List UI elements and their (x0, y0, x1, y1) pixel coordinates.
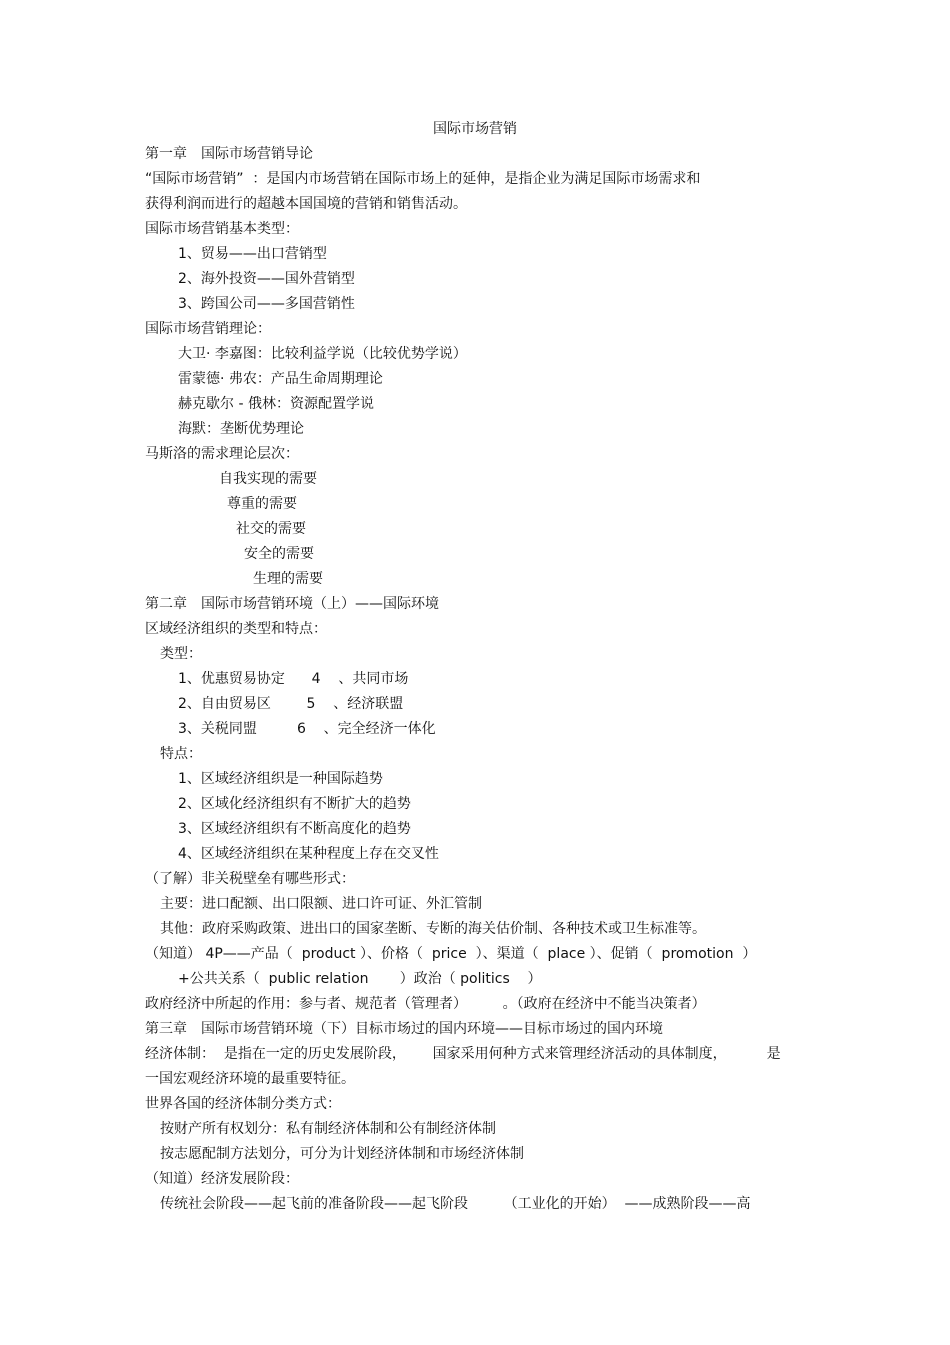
maslow-level: 尊重的需要 (227, 496, 297, 512)
classification-item: 按志愿配制方法划分，可分为计划经济体制和市场经济体制 (160, 1146, 524, 1162)
classification-item: 按财产所有权划分：私有制经济体制和公有制经济体制 (160, 1121, 496, 1137)
non-tariff-main: 主要：进口配额、出口限额、进口许可证、外汇管制 (160, 896, 482, 912)
regional-type-item: 1、优惠贸易协定 4 、共同市场 (178, 671, 409, 687)
economic-system-line-1: 经济体制： 是指在一定的历史发展阶段， 国家采用何种方式来管理经济活动的具体制度， 是 (145, 1046, 781, 1062)
features-label: 特点： (160, 746, 202, 762)
theory-item: 海默：垄断优势理论 (178, 421, 304, 437)
4p-line-continued: +公共关系（ public relation ）政治（ politics ） (178, 971, 542, 987)
feature-item: 3、区域经济组织有不断高度化的趋势 (178, 821, 411, 837)
government-role-line: 政府经济中所起的作用：参与者、规范者（管理者） 。（政府在经济中不能当决策者） (145, 996, 706, 1012)
development-stages-line: 传统社会阶段——起飞前的准备阶段——起飞阶段 （工业化的开始） ——成熟阶段——高 (160, 1196, 751, 1212)
chapter-3-heading: 第三章 国际市场营销环境（下）目标市场过的国内环境——目标市场过的国内环境 (145, 1021, 663, 1037)
theory-item: 大卫· 李嘉图：比较利益学说（比较优势学说） (178, 346, 467, 362)
maslow-heading: 马斯洛的需求理论层次： (145, 446, 299, 462)
regional-type-item: 3、关税同盟 6 、完全经济一体化 (178, 721, 436, 737)
theory-item: 雷蒙德· 弗农：产品生命周期理论 (178, 371, 383, 387)
definition-line-1: “国际市场营销” ：是国内市场营销在国际市场上的延伸，是指企业为满足国际市场需求和 (145, 171, 701, 187)
definition-line-2: 获得利润而进行的超越本国国境的营销和销售活动。 (145, 196, 467, 212)
feature-item: 4、区域经济组织在某种程度上存在交叉性 (178, 846, 439, 862)
feature-item: 1、区域经济组织是一种国际趋势 (178, 771, 383, 787)
maslow-level: 自我实现的需要 (219, 471, 317, 487)
chapter-2-heading: 第二章 国际市场营销环境（上）——国际环境 (145, 596, 439, 612)
basic-types-heading: 国际市场营销基本类型： (145, 221, 299, 237)
chapter-1-heading: 第一章 国际市场营销导论 (145, 146, 313, 162)
classification-heading: 世界各国的经济体制分类方式： (145, 1096, 341, 1112)
non-tariff-heading: （了解）非关税壁垒有哪些形式： (145, 871, 355, 887)
maslow-level: 社交的需要 (236, 521, 306, 537)
development-heading: （知道）经济发展阶段： (145, 1171, 299, 1187)
non-tariff-other: 其他：政府采购政策、进出口的国家垄断、专断的海关估价制、各种技术或卫生标准等。 (160, 921, 706, 937)
type-item: 1、贸易——出口营销型 (178, 246, 327, 262)
maslow-level: 安全的需要 (244, 546, 314, 562)
type-item: 3、跨国公司——多国营销性 (178, 296, 355, 312)
4p-line: （知道） 4P——产品（ product ）、价格（ price ）、渠道（ place ）、促销（ promotion ） (145, 946, 757, 962)
theory-item: 赫克歇尔 - 俄林：资源配置学说 (178, 396, 374, 412)
theory-heading: 国际市场营销理论： (145, 321, 271, 337)
document-title: 国际市场营销 (433, 121, 517, 137)
maslow-level: 生理的需要 (253, 571, 323, 587)
type-item: 2、海外投资——国外营销型 (178, 271, 355, 287)
types-label: 类型： (160, 646, 202, 662)
regional-type-item: 2、自由贸易区 5 、经济联盟 (178, 696, 404, 712)
feature-item: 2、区域化经济组织有不断扩大的趋势 (178, 796, 411, 812)
regional-heading: 区域经济组织的类型和特点： (145, 621, 327, 637)
economic-system-line-2: 一国宏观经济环境的最重要特征。 (145, 1071, 355, 1087)
